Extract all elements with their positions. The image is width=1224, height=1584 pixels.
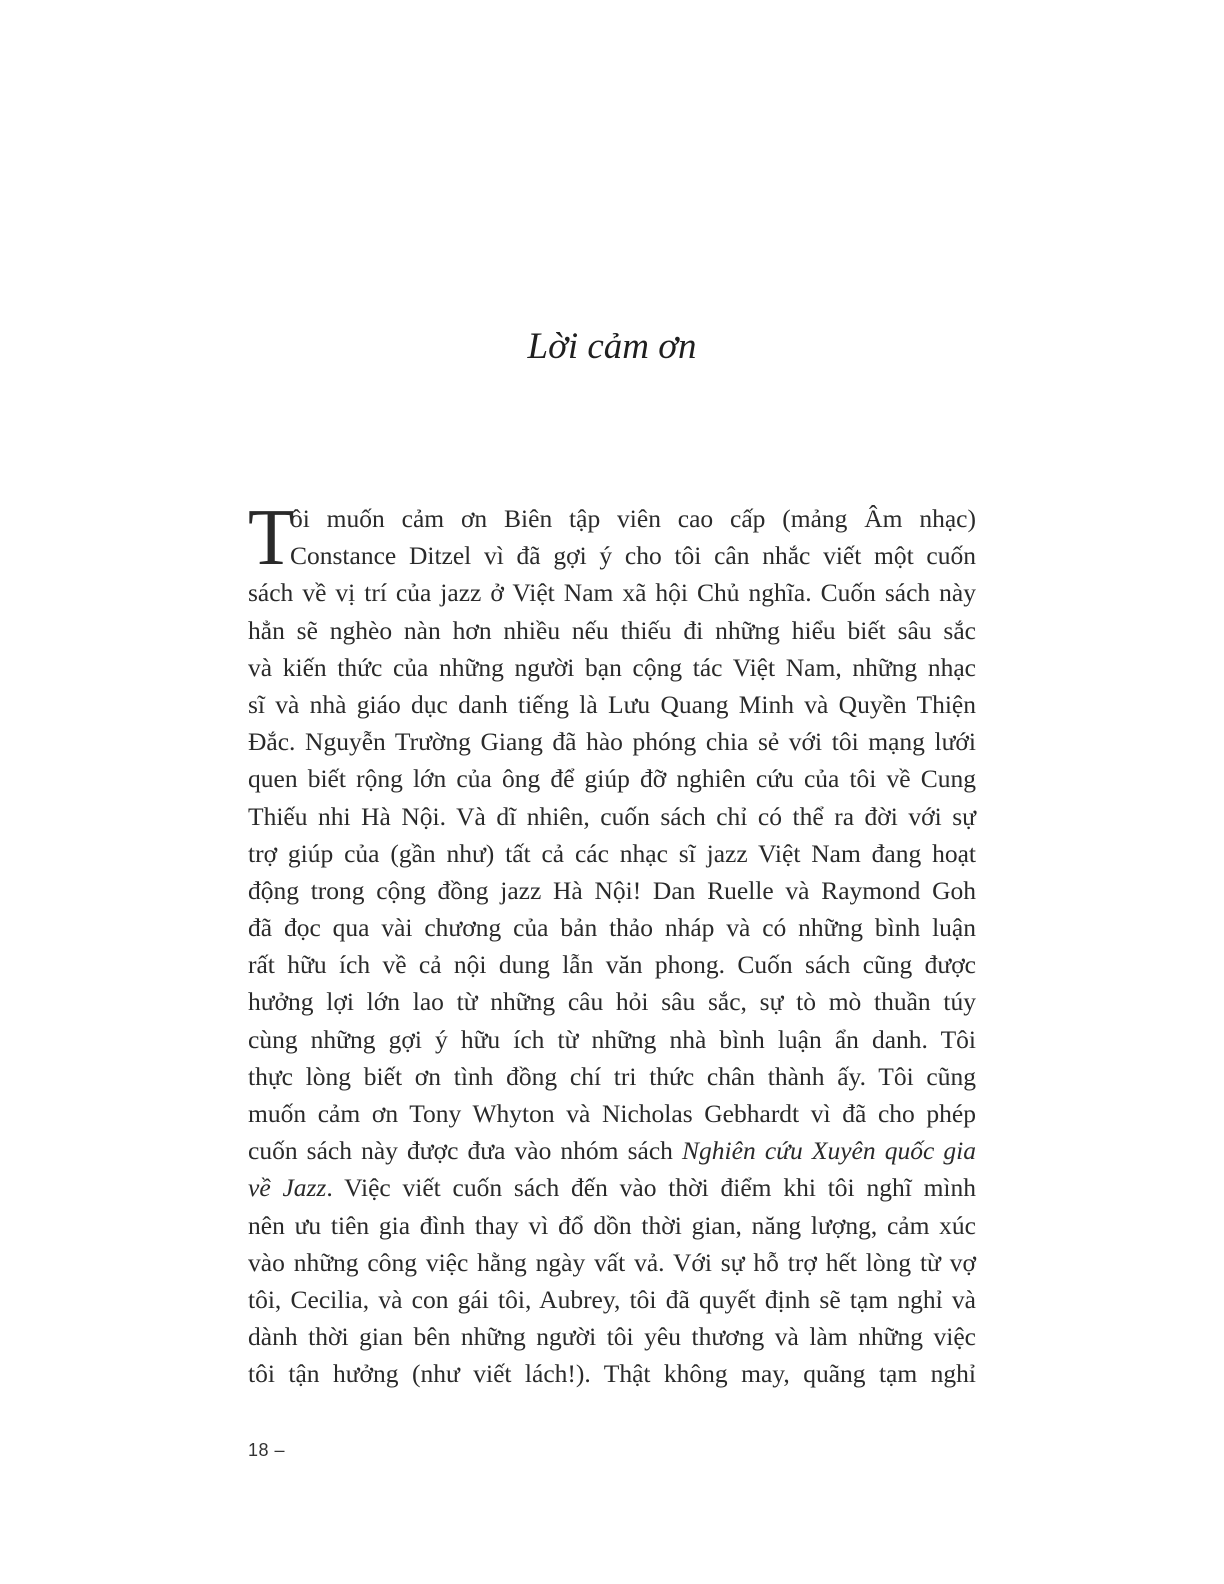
text-line: vào những công việc hằng ngày vất vả. Với sự hỗ trợ hết lòng từ vợ [248,1247,976,1277]
body-paragraph [248,494,977,1393]
text-line: nên ưu tiên gia đình thay vì đổ dồn thời gian, năng lượng, cảm xúc [248,1210,976,1240]
text-line: và kiến thức của những người bạn cộng tác Việt Nam, những nhạc [248,652,976,682]
text-line: hẳn sẽ nghèo nàn hơn nhiều nếu thiếu đi những hiểu biết sâu sắc [248,615,976,645]
text-line: rất hữu ích về cả nội dung lẫn văn phong. Cuốn sách cũng được [248,950,976,980]
chapter-title: Lời cảm ơn [527,326,697,367]
text-line: tôi, Cecilia, và con gái tôi, Aubrey, tôi đã quyết định sẽ tạm nghỉ và [248,1284,976,1314]
text-line: Thiếu nhi Hà Nội. Và dĩ nhiên, cuốn sách chỉ có thể ra đời với sự [248,801,976,831]
text-line: động trong cộng đồng jazz Hà Nội! Dan Ruelle và Raymond Goh [248,875,976,905]
text-line: ôi muốn cảm ơn Biên tập viên cao cấp (mảng Âm nhạc) [290,504,976,533]
line-text: . Việc viết cuốn sách đến vào thời điểm khi tôi nghĩ mình [326,1173,977,1203]
text-line: sách về vị trí của jazz ở Việt Nam xã hội Chủ nghĩa. Cuốn sách này [248,578,976,608]
page-number: 18 – [248,1440,286,1460]
text-line: thực lòng biết ơn tình đồng chí tri thức chân thành ấy. Tôi cũng [248,1061,976,1091]
text-line: đã đọc qua vài chương của bản thảo nháp và có những bình luận [248,913,976,943]
text-line: quen biết rộng lớn của ông để giúp đỡ nghiên cứu của tôi về Cung [248,764,976,794]
drop-cap-letter: T [248,494,295,582]
text-line: sĩ và nhà giáo dục danh tiếng là Lưu Quang Minh và Quyền Thiện [248,689,976,719]
text-line: hưởng lợi lớn lao từ những câu hỏi sâu sắc, sự tò mò thuần túy [248,987,976,1017]
text-line: Constance Ditzel vì đã gợi ý cho tôi cân nhắc viết một cuốn [290,541,976,571]
text-line: Đắc. Nguyễn Trường Giang đã hào phóng chia sẻ với tôi mạng lưới [248,727,976,757]
text-line: cùng những gợi ý hữu ích từ những nhà bình luận ẩn danh. Tôi [248,1024,976,1054]
text-line: dành thời gian bên những người tôi yêu thương và làm những việc [248,1322,976,1352]
series-title-italic: Nghiên cứu Xuyên quốc gia [682,1136,976,1166]
text-line: trợ giúp của (gần như) tất cả các nhạc sĩ jazz Việt Nam đang hoạt [248,838,976,868]
text-line: tôi tận hưởng (như viết lách!). Thật không may, quãng tạm nghỉ [248,1359,976,1389]
line-text: cuốn sách này được đưa vào nhóm sách [248,1136,683,1166]
text-line: muốn cảm ơn Tony Whyton và Nicholas Gebhardt vì đã cho phép [248,1099,976,1128]
series-title-italic: về Jazz [248,1173,327,1203]
text-line [248,1169,976,1206]
text-line [248,1132,976,1169]
